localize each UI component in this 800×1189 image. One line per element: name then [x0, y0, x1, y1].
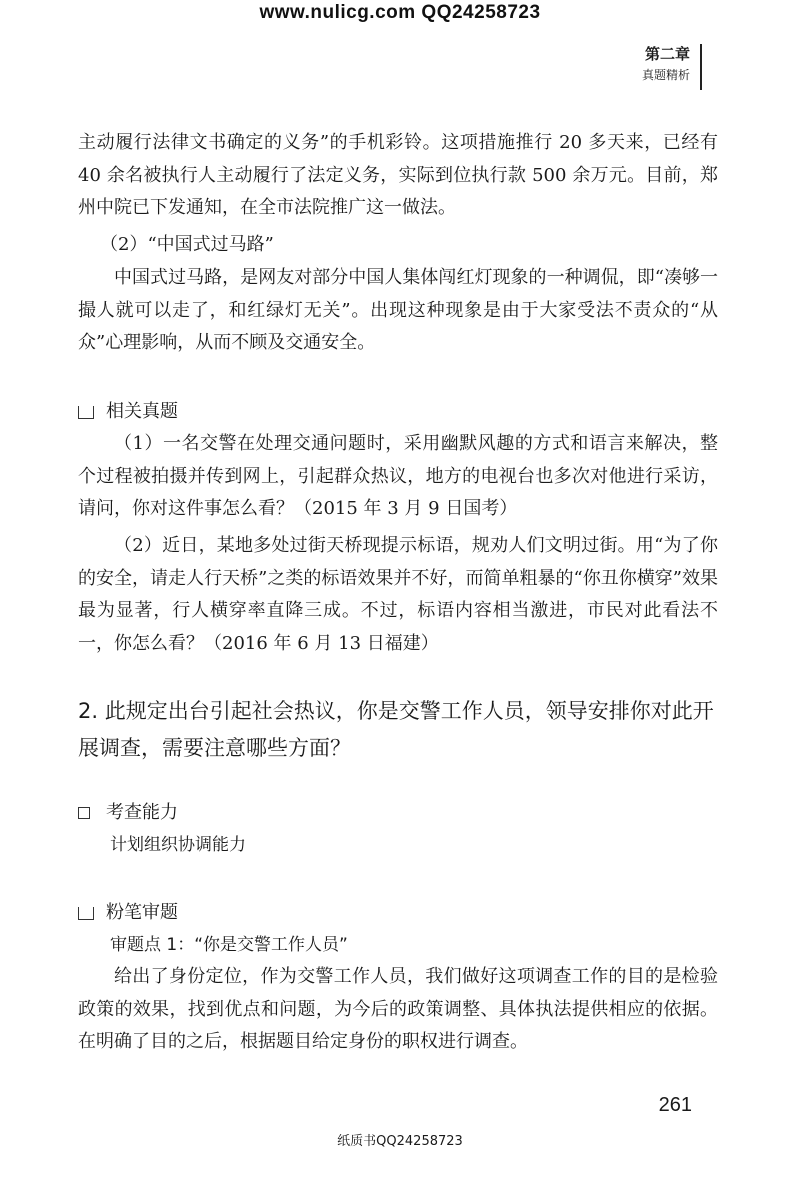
- ability-value: 计划组织协调能力: [110, 835, 246, 855]
- analysis-point-1: 审题点 1：“你是交警工作人员”: [110, 935, 348, 955]
- ability-title: 考查能力: [106, 802, 178, 823]
- section-bracket-icon: [78, 907, 94, 920]
- analysis-heading: [78, 899, 178, 927]
- section-title: 真题精析: [641, 68, 690, 82]
- bottom-watermark: 纸质书QQ24258723: [337, 1134, 463, 1149]
- related-question-1: （1）一名交警在处理交通问题时，采用幽默风趣的方式和语言来解决，整个过程被拍摄并传到网上，引起群众热议，地方的电视台也多次对他进行采访，请问，你对这件事怎么看？（2015 年 3 月 9 日国考）: [78, 433, 718, 519]
- subheading-crossing: （2）“中国式过马路”: [100, 234, 274, 255]
- chapter-header: [642, 44, 690, 84]
- related-questions-heading: [78, 398, 178, 426]
- ability-heading: [78, 799, 178, 827]
- section-bracket-icon: [78, 406, 94, 419]
- question-2: 2. 此规定出台引起社会热议，你是交警工作人员，领导安排你对此开展调查，需要注意哪些方面？: [78, 699, 714, 760]
- related-question-2: （2）近日，某地多处过街天桥现提示标语，规劝人们文明过街。用“为了你的安全，请走人行天桥”之类的标语效果并不好，而简单粗暴的“你丑你横穿”效果最为显著，行人横穿率直降三成。不过，标语内容相当激进，市民对此看法不一，你怎么看？（2016 年 6 月 13 日福建）: [78, 535, 718, 654]
- related-questions-title: 相关真题: [106, 401, 178, 422]
- chapter-title: 第二章: [644, 45, 690, 63]
- paragraph-crossing: 中国式过马路，是网友对部分中国人集体闯红灯现象的一种调侃，即“凑够一撮人就可以走了，和红绿灯无关”。出现这种现象是由于大家受法不责众的“从众”心理影响，从而不顾及交通安全。: [78, 267, 718, 353]
- page-number: 261: [658, 1094, 692, 1116]
- box-icon: [78, 807, 90, 819]
- paragraph-continued: 主动履行法律文书确定的义务”的手机彩铃。这项措施推行 20 多天来，已经有 40 余名被执行人主动履行了法定义务，实际到位执行款 500 余万元。目前，郑州中院已下发通知，在全市法院推广这一做法。: [78, 132, 718, 218]
- analysis-paragraph: 给出了身份定位，作为交警工作人员，我们做好这项调查工作的目的是检验政策的效果，找到优点和问题，为今后的政策调整、具体执法提供相应的依据。在明确了目的之后，根据题目给定身份的职权进行调查。: [78, 966, 718, 1052]
- analysis-title: 粉笔审题: [106, 902, 178, 923]
- top-watermark: www.nulicg.com QQ24258723: [259, 2, 541, 23]
- chapter-divider: [700, 44, 702, 90]
